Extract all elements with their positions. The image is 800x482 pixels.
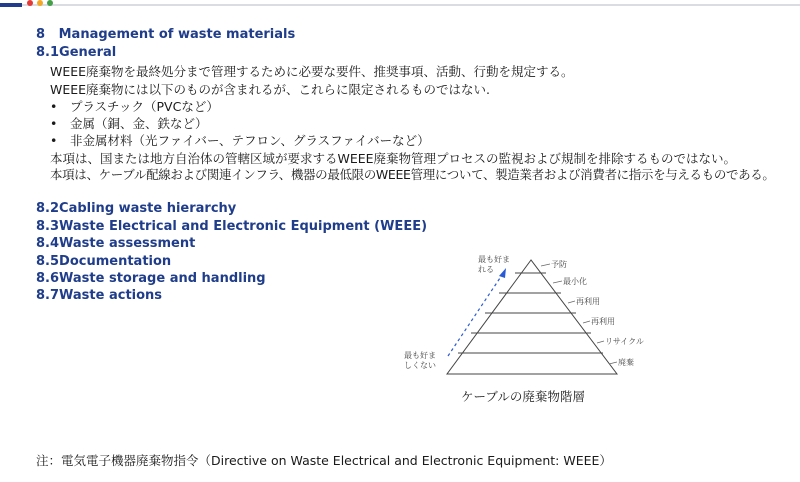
- footnote: 注：電気電子機器廃棄物指令（Directive on Waste Electrical and Electronic Equipment: WEEE）: [36, 453, 612, 468]
- bullet-item-nonmetal: 非金属材料（光ファイバー、テフロン、グラスファイバーなど）: [70, 133, 430, 148]
- level-label-disposal: 廃棄: [618, 358, 634, 367]
- bullet-item-plastic: プラスチック（PVCなど）: [70, 99, 219, 114]
- bullet-icon: •: [50, 133, 58, 148]
- section-number: 8: [36, 27, 46, 42]
- subsection-heading-assessment: 8.4Waste assessment: [36, 236, 196, 251]
- subsection-heading-hierarchy: 8.2Cabling waste hierarchy: [36, 201, 237, 216]
- preference-arrow: [448, 272, 504, 356]
- level-label-recycle: リサイクル: [605, 337, 644, 346]
- section-title: Management of waste materials: [58, 27, 296, 42]
- general-line-1: WEEE廃棄物を最終処分まで管理するために必要な要件、推奨事項、活動、行動を規定する。: [50, 64, 574, 79]
- general-line-2: WEEE廃棄物には以下のものが含まれるが、これらに限定されるものではない.: [50, 82, 491, 97]
- bullet-icon: •: [50, 116, 58, 131]
- subsection-heading-storage: 8.6Waste storage and handling: [36, 271, 266, 286]
- general-after-line-1: 本項は、国または地方自治体の管轄区域が要求するWEEE廃棄物管理プロセスの監視および規制を排除するものではない。: [50, 151, 737, 166]
- arrow-head-icon: [499, 268, 506, 278]
- bullet-icon: •: [50, 99, 58, 114]
- bullet-item-metal: 金属（銅、金、鉄など）: [70, 116, 208, 131]
- label-line: 最も好ま: [404, 351, 436, 360]
- label-line: れる: [478, 265, 494, 274]
- pyramid-caption: ケーブルの廃棄物階層: [461, 389, 585, 404]
- label-line: 最も好ま: [478, 255, 510, 264]
- level-label-prevention: 予防: [551, 260, 567, 269]
- subsection-heading-general: 8.1General: [36, 45, 117, 60]
- level-label-reuse-2: 再利用: [591, 317, 615, 326]
- subsection-heading-weee: 8.3Waste Electrical and Electronic Equipment (WEEE): [36, 219, 428, 234]
- general-after-line-2: 本項は、ケーブル配線および関連インフラ、機器の最低限のWEEE管理について、製造業者および消費者に指示を与えるものである。: [50, 167, 775, 182]
- level-label-minimization: 最小化: [563, 277, 587, 286]
- subsection-heading-actions: 8.7Waste actions: [36, 288, 163, 303]
- level-label-reuse-1: 再利用: [576, 297, 600, 306]
- label-line: しくない: [404, 361, 436, 370]
- subsection-heading-documentation: 8.5Documentation: [36, 254, 172, 269]
- least-preferred-label: [404, 350, 436, 370]
